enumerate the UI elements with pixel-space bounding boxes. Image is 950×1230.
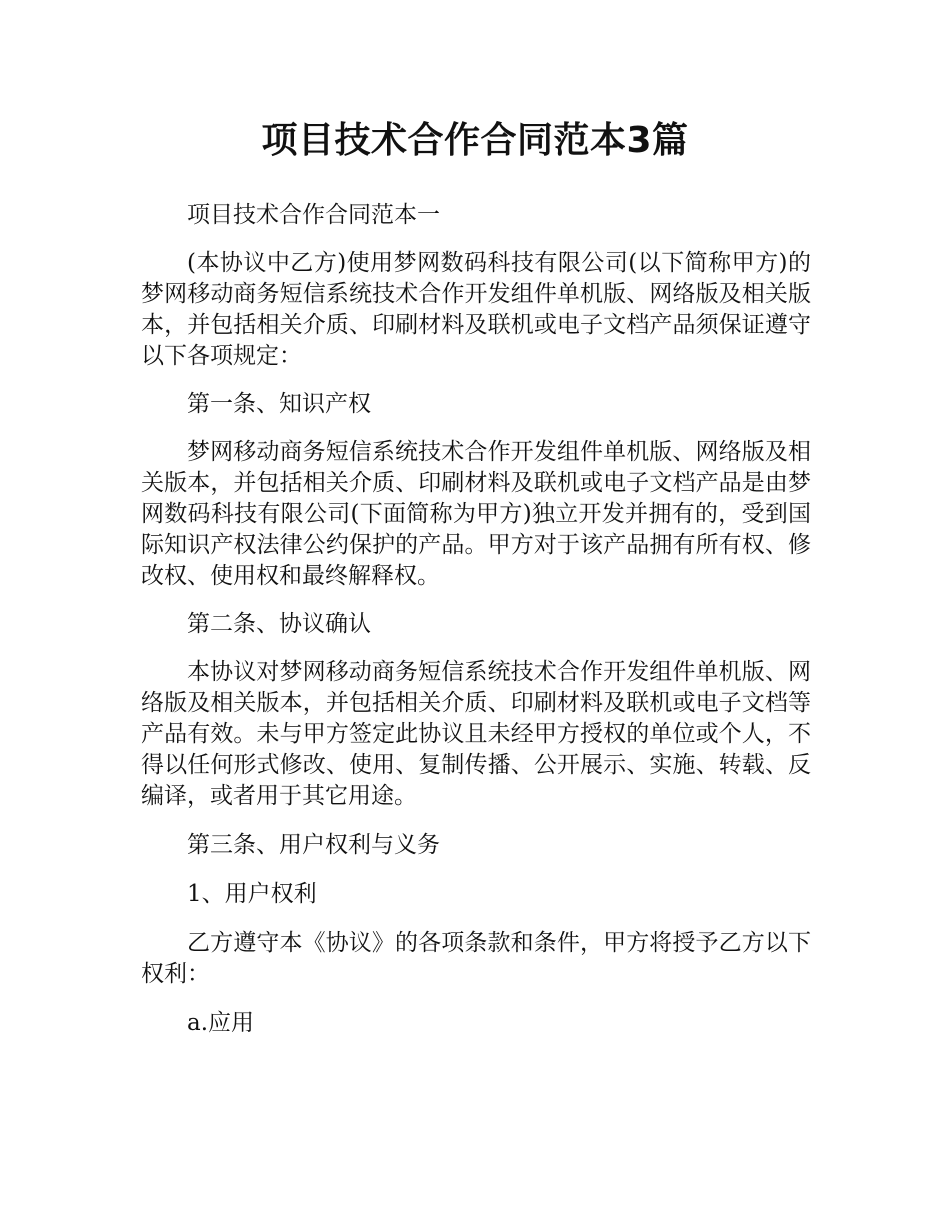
intro-paragraph: (本协议中乙方)使用梦网数码科技有限公司(以下简称甲方)的梦网移动商务短信系统技术合作开发组件单机版、网络版及相关版本，并包括相关介质、印刷材料及联机或电子文档产品须保证遵守以下各项规定： (141, 250, 811, 369)
document-title: 项目技术合作合同范本3篇 (261, 120, 689, 161)
article-three-heading: 第三条、用户权利与义务 (187, 832, 440, 858)
user-rights-heading: 1、用户权利 (187, 881, 317, 907)
user-rights-paragraph: 乙方遵守本《协议》的各项条款和条件，甲方将授予乙方以下权利： (141, 930, 811, 987)
list-item-application: a.应用 (187, 1010, 255, 1036)
section-heading-sample-one: 项目技术合作合同范本一 (187, 202, 440, 228)
article-two-paragraph: 本协议对梦网移动商务短信系统技术合作开发组件单机版、网络版及相关版本，并包括相关介质、印刷材料及联机或电子文档等产品有效。未与甲方签定此协议且未经甲方授权的单位或个人，不得以任何形式修改、使用、复制传播、公开展示、实施、转载、反编译，或者用于其它用途。 (141, 659, 811, 809)
article-one-heading: 第一条、知识产权 (187, 391, 371, 417)
document-body (141, 200, 811, 1039)
article-one-paragraph: 梦网移动商务短信系统技术合作开发组件单机版、网络版及相关版本，并包括相关介质、印刷材料及联机或电子文档产品是由梦网数码科技有限公司(下面简称为甲方)独立开发并拥有的，受到国际知识产权法律公约保护的产品。甲方对于该产品拥有所有权、修改权、使用权和最终解释权。 (141, 439, 811, 589)
article-two-heading: 第二条、协议确认 (187, 611, 371, 637)
